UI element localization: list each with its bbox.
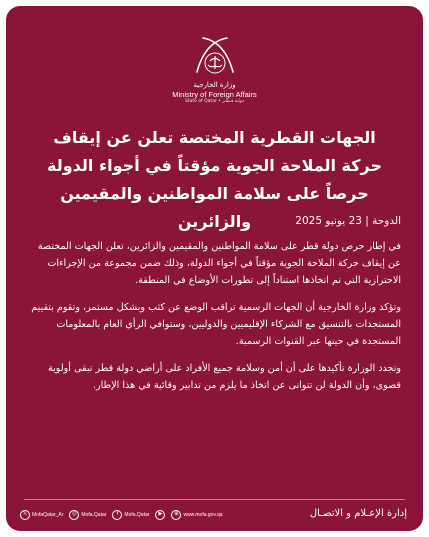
social-handle: Mofa.Qatar — [81, 512, 107, 518]
social-handle: Mofa.Qatar — [124, 512, 150, 518]
globe-icon: ⊕ — [171, 510, 181, 520]
instagram-icon: ◎ — [69, 510, 79, 520]
ministry-name-en: Ministry of Foreign Affairs — [172, 90, 257, 99]
social-facebook[interactable] — [112, 510, 149, 520]
title-line: الجهات القطرية المختصة تعلن عن إيقاف — [53, 128, 376, 147]
body-paragraph: وتجدد الوزارة تأكيدها على أن أمن وسلامة جميع الأفراد على أراضي دولة قطر تبقى أولوية قصوى، وأن الدولة لن تتوانى عن اتخاذ ما يلزم من تدابير وقائية في هذا الإطار. — [47, 363, 401, 391]
statement-card — [6, 6, 423, 531]
social-links — [20, 505, 223, 525]
dateline: الدوحة | 23 يونيو 2025 — [295, 215, 401, 227]
social-x[interactable] — [20, 510, 63, 520]
facebook-icon: f — [112, 510, 122, 520]
title-line: حرصاً على سلامة المواطنين والمقيمين والزائرين — [60, 184, 369, 231]
statement-body — [26, 238, 401, 404]
social-handle: MofaQatar_Ar — [32, 512, 64, 518]
social-youtube[interactable] — [155, 510, 165, 520]
social-website[interactable] — [171, 510, 222, 520]
body-paragraph: وتؤكد وزارة الخارجية أن الجهات الرسمية تراقب الوضع عن كثب وبشكل مستمر، وتقوم بتقييم المستجدات بالتنسيق مع الشركاء الإقليميين والدوليين، وستوافي الرأي العام بالمعلومات المستجدة في حينها عبر القنوات الرسمية. — [31, 302, 401, 347]
footer — [20, 505, 407, 525]
social-instagram[interactable] — [69, 510, 106, 520]
footer-divider — [24, 499, 405, 500]
website-url: www.mofa.gov.qa — [183, 512, 223, 518]
qatar-emblem-icon — [191, 32, 239, 78]
x-icon: 𝕏 — [20, 510, 30, 520]
body-paragraph: في إطار حرص دولة قطر على سلامة المواطنين والمقيمين والزائرين، تعلن الجهات المختصة عن إيقاف حركة الملاحة الجوية مؤقتاً في أجواء الدولة، وذلك ضمن مجموعة من الإجراءات الاحترازية التي تم اتخاذها استناداً إلى تطورات الأوضاع في المنطقة. — [37, 241, 401, 286]
state-line: State of Qatar • دولـة قـطـر — [185, 99, 244, 104]
ministry-logo — [6, 32, 423, 105]
youtube-icon: ▶ — [155, 510, 165, 520]
department-name: إدارة الإعـلام و الاتصـال — [309, 508, 407, 519]
ministry-name-ar: وزارة الخارجية — [193, 81, 236, 89]
title-line: حركة الملاحة الجوية مؤقتاً في أجواء الدولة — [47, 156, 382, 175]
